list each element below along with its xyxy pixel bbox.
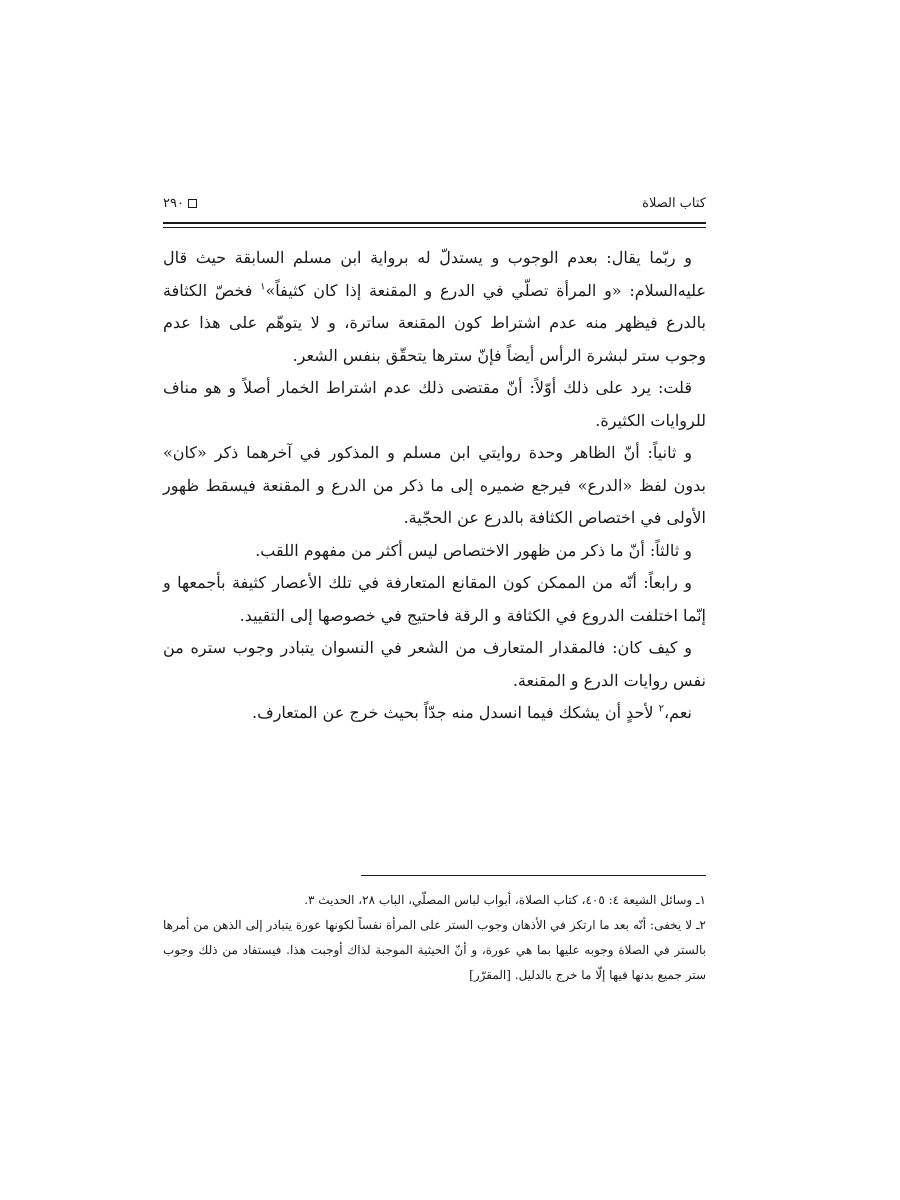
running-header xyxy=(163,190,706,226)
paragraph-2: قلت: يرد على ذلك أوّلاً: أنّ مقتضى ذلك عدم اشتراط الخمار أصلاً و هو مناف للروايات الكثيرة. xyxy=(163,378,706,430)
book-title: كتاب الصلاة xyxy=(642,196,706,211)
page xyxy=(163,190,706,730)
header-rule-thick xyxy=(163,222,706,224)
footnote-1: ١ـ وسائل الشيعة ٤: ٤٠٥، كتاب الصلاة، أبواب لباس المصلّي، الباب ٢٨، الحديث ٣. xyxy=(304,893,706,907)
paragraph-3: و ثانياً: أنّ الظاهر وحدة روايتي ابن مسلم و المذكور في آخرهما ذكر «كان» بدون لفظ «الدرع» فيرجع ضميره إلى ما ذكر من الدرع و المقنعة فيسقط ظهور الأولى في اختصاص الكثافة بالدرع عن الحجّية. xyxy=(163,443,706,527)
page-number xyxy=(163,196,197,211)
footnote-rule xyxy=(361,875,706,876)
footnote-ref-1: ١ xyxy=(260,281,266,293)
main-text xyxy=(163,242,706,730)
square-icon xyxy=(188,199,197,208)
paragraph-7: نعم،$^٢$ لأحدٍ أن يشكك فيما انسدل منه جدّاً بحيث خرج عن المتعارف. xyxy=(252,703,692,722)
header-rule-thin xyxy=(163,227,706,228)
paragraph-1: و ربّما يقال: بعدم الوجوب و يستدلّ له برواية ابن مسلم السابقة حيث قال عليه‌السلام: «و المرأة تصلّي في الدرع و المقنعة إذا كان كثيفاً»$^١$ فخصّ الكثافة بالدرع فيظهر منه عدم اشتراط كون المقنعة ساترة، و لا يتوهّم على هذا عدم وجوب ستر لبشرة الرأس أيضاً فإنّ سترها يتحقّق بنفس الشعر. xyxy=(163,248,707,365)
page-number-text: ٢٩٠ xyxy=(163,196,184,211)
paragraph-5: و رابعاً: أنّه من الممكن كون المقانع المتعارفة في تلك الأعصار كثيفة بأجمعها و إنّما اختلفت الدروع في الكثافة و الرقة فاحتيج في خصوصها إلى التقييد. xyxy=(163,573,706,625)
footnote-ref-2: ٢ xyxy=(658,703,665,715)
paragraph-4: و ثالثاً: أنّ ما ذكر من ظهور الاختصاص ليس أكثر من مفهوم اللقب. xyxy=(255,540,692,560)
footnotes xyxy=(163,875,706,988)
footnote-2: ٢ـ لا يخفى: أنّه بعد ما ارتكز في الأذهان وجوب الستر على المرأة نفساً لكونها عورة يتبادر إلى الذهن من أمرها بالستر في الصلاة وجوبه عليها بما هي عورة، و أنّ الحيثية الموجبة لذاك أوجبت هذا. فيستفاد من ذلك وجوب ستر جميع بدنها فيها إلّا ما خرج بالدليل. [المقرّر] xyxy=(163,918,706,982)
paragraph-6: و كيف كان: فالمقدار المتعارف من الشعر في النسوان يتبادر وجوب ستره من نفس روايات الدرع و المقنعة. xyxy=(163,638,706,690)
